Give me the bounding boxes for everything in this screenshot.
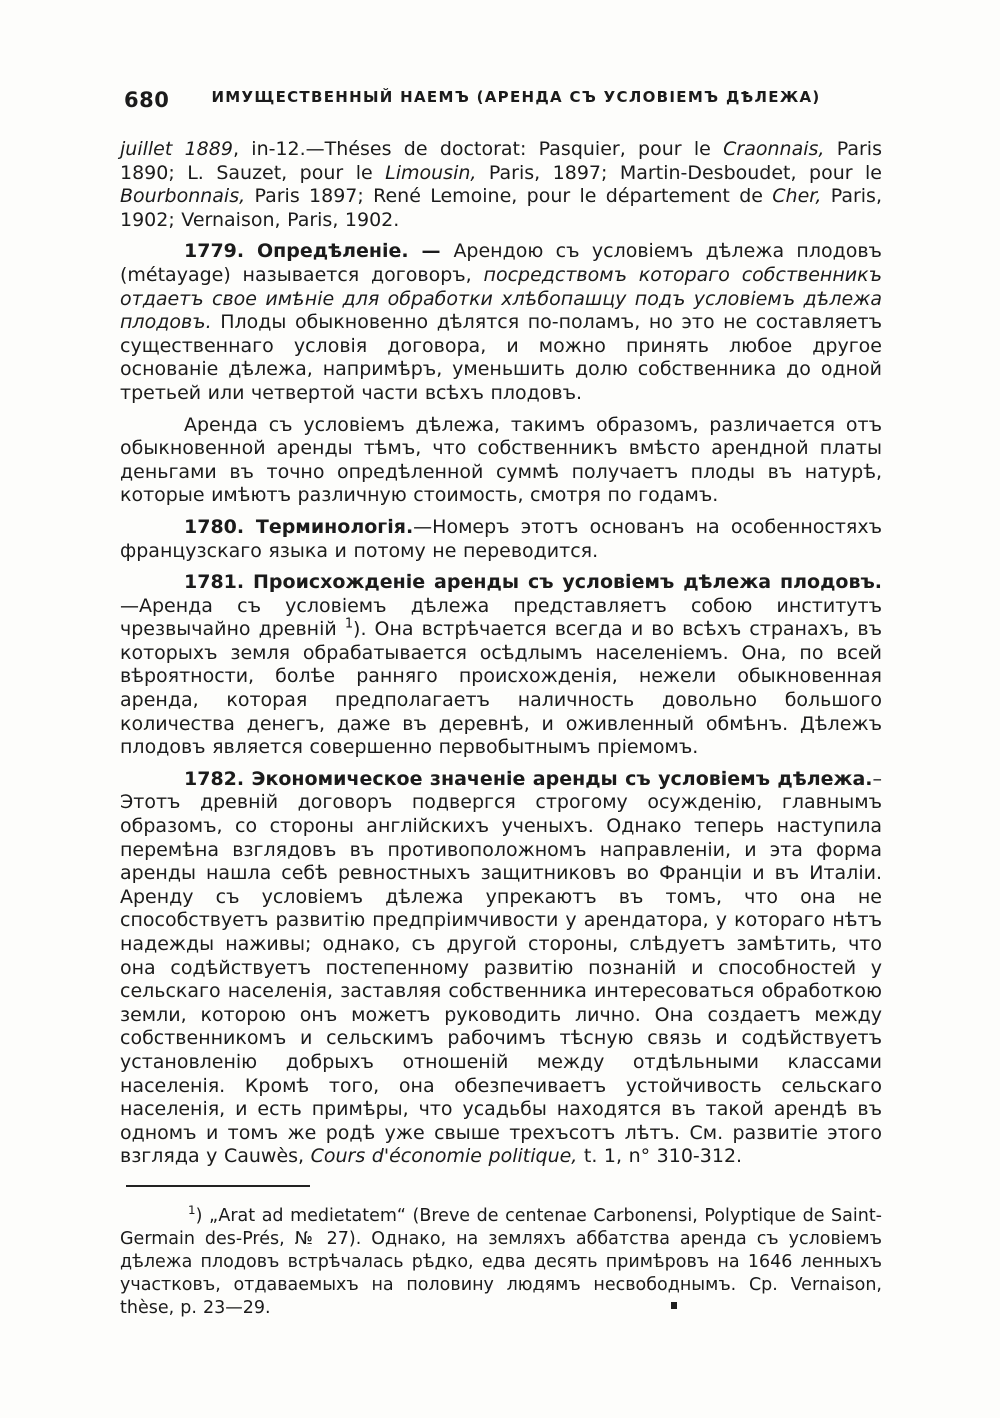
paragraph-bibliography-segment: Cher, [772, 185, 822, 208]
paragraph-1779-continuation-segment: Аренда съ условіемъ дѣлежа, такимъ образомъ, различается отъ обыкновенной аренды тѣмъ, что собственникъ вмѣсто арендной платы деньгами въ точно опредѣленной суммѣ получаетъ плоды въ натурѣ, которые имѣютъ различную стоимость, смотря по годамъ. [120, 413, 882, 507]
body-text [120, 138, 882, 1169]
paragraph-bibliography [120, 138, 882, 232]
paragraph-1779-definition-segment: Плоды обыкновенно дѣлятся по-поламъ, но это не составляетъ существеннаго условія договора, и можно принять любое другое основаніе дѣлежа, напримѣръ, уменьшить долю собственника до одной третьей или четвертой части всѣхъ плодовъ. [120, 311, 882, 404]
paragraph-1782-economic-significance-segment: Cours d'économie politique, [310, 1145, 578, 1168]
paragraph-1782-economic-significance-segment: 1782. Экономическое значеніе аренды съ условіемъ дѣлежа. [184, 767, 873, 790]
paragraph-bibliography-segment: Paris 1890; L. Sauzet, pour le [120, 138, 882, 184]
scan-artifact [671, 1302, 677, 1309]
paragraph-bibliography-segment: Paris 1897; René Lemoine, pour le département de [245, 185, 773, 208]
paragraph-1782-economic-significance-segment: – Этотъ древній договоръ подвергся строгому осужденію, главнымъ образомъ, со стороны англійскихъ ученыхъ. Однако теперь наступила перемѣна взглядовъ въ противоположномъ направленіи, и эта форма аренды нашла себѣ ревностныхъ защитниковъ во Франціи и въ Италіи. Аренду съ условіемъ дѣлежа упрекаютъ въ томъ, что она не способствуетъ развитію предпріимчивости у арендатора, у котораго нѣтъ надежды наживы; однако, съ другой стороны, слѣдуетъ замѣтить, что она содѣйствуетъ постепенному развитію познаній и способностей у сельскаго населенія, заставляя собственника интересоваться обработкою земли, которою онъ можетъ руководить лично. Она создаетъ между собственникомъ и сельскимъ рабочимъ тѣсную связь и содѣйствуетъ установленію добрыхъ отношеній между отдѣльными классами населенія. Кромѣ того, она обезпечиваетъ устойчивость сельскаго населенія, и есть примѣры, что усадьбы находятся въ такой арендѣ въ одномъ и томъ же родѣ уже свыше трехъсотъ лѣтъ. См. развитіе этого взгляда у Cauwès, [120, 767, 882, 1168]
page-header [120, 88, 882, 114]
paragraph-1781-origin-segment: 1781. Происхожденіе аренды съ условіемъ дѣлежа плодовъ. [184, 571, 882, 594]
footnote-1 [120, 1205, 882, 1320]
paragraph-bibliography-segment: juillet 1889 [120, 138, 233, 160]
paragraph-bibliography-segment: Bourbonnais, [120, 185, 246, 208]
paragraph-1780-terminology-segment: —Номеръ этотъ основанъ на особенностяхъ французскаго языка и потому не переводится. [120, 515, 883, 562]
footnote [120, 1205, 882, 1320]
paragraph-1779-continuation [120, 414, 882, 508]
paragraph-1782-economic-significance [120, 768, 882, 1169]
page-number: 680 [124, 88, 170, 112]
paragraph-1781-origin [120, 571, 882, 760]
footnote-separator-rule [126, 1185, 310, 1187]
paragraph-1781-origin-segment: 1 [344, 616, 354, 632]
paragraph-1780-terminology-segment: 1780. Терминологія. [184, 515, 414, 538]
paragraph-1782-economic-significance-segment: t. 1, n° 310-312. [577, 1145, 743, 1168]
paragraph-bibliography-segment: Paris, 1897; Martin-Desboudet, pour le [476, 161, 882, 184]
paragraph-bibliography-segment: Limousin, [385, 161, 477, 184]
paragraph-bibliography-segment: , in-12.—Théses de doctorat: Pasquier, pour le [232, 138, 724, 160]
paragraph-1781-origin-segment: ). Она встрѣчается всегда и во всѣхъ странахъ, въ которыхъ земля обрабатывается осѣдлымъ населеніемъ. Она, по всей вѣроятности, болѣе ранняго происхожденія, нежели обыкновенная аренда, которая предполагаетъ наличность довольно большого количества денегъ, даже въ деревнѣ, и оживленный обмѣнъ. Дѣлежъ плодовъ является совершенно первобытнымъ пріемомъ. [120, 618, 882, 759]
paragraph-1779-definition-segment: посредствомъ котораго собственникъ отдаетъ свое имѣніе для обработки хлѣбопашцу подъ условіемъ дѣлежа плодовъ. [120, 263, 882, 334]
paragraph-1781-origin-segment: —Аренда съ условіемъ дѣлежа представляетъ собою институтъ чрезвычайно древній [120, 594, 882, 641]
paragraph-bibliography-segment: Paris, 1902; Vernaison, Paris, 1902. [120, 185, 882, 231]
paragraph-1780-terminology [120, 516, 882, 563]
running-title: ИМУЩЕСТВЕННЫЙ НАЕМЪ (АРЕНДА СЪ УСЛОВІЕМЪ ДѢЛЕЖА) [211, 88, 821, 106]
paragraph-bibliography-segment: Craonnais, [723, 138, 825, 160]
footnote-1-segment: 1 [188, 1203, 196, 1218]
paragraph-1779-definition-segment: 1779. Опредѣленіе. — [184, 240, 454, 263]
paragraph-1779-definition [120, 240, 882, 405]
paragraph-1779-definition-segment: Арендою съ условіемъ дѣлежа плодовъ (métayage) называется договоръ, [120, 240, 882, 286]
footnote-1-segment: ) „Arat ad medietatem“ (Breve de centenae Carbonensi, Polyptique de Saint-Germain des-Prés, № 27). Однако, на земляхъ аббатства аренда съ условіемъ дѣлежа плодовъ встрѣчалась рѣдко, едва десять примѣровъ на 1646 ленныхъ участковъ, отдаваемыхъ на половину людямъ несвободнымъ. Ср. Vernaison, thèse, p. 23—29. [120, 1205, 882, 1318]
